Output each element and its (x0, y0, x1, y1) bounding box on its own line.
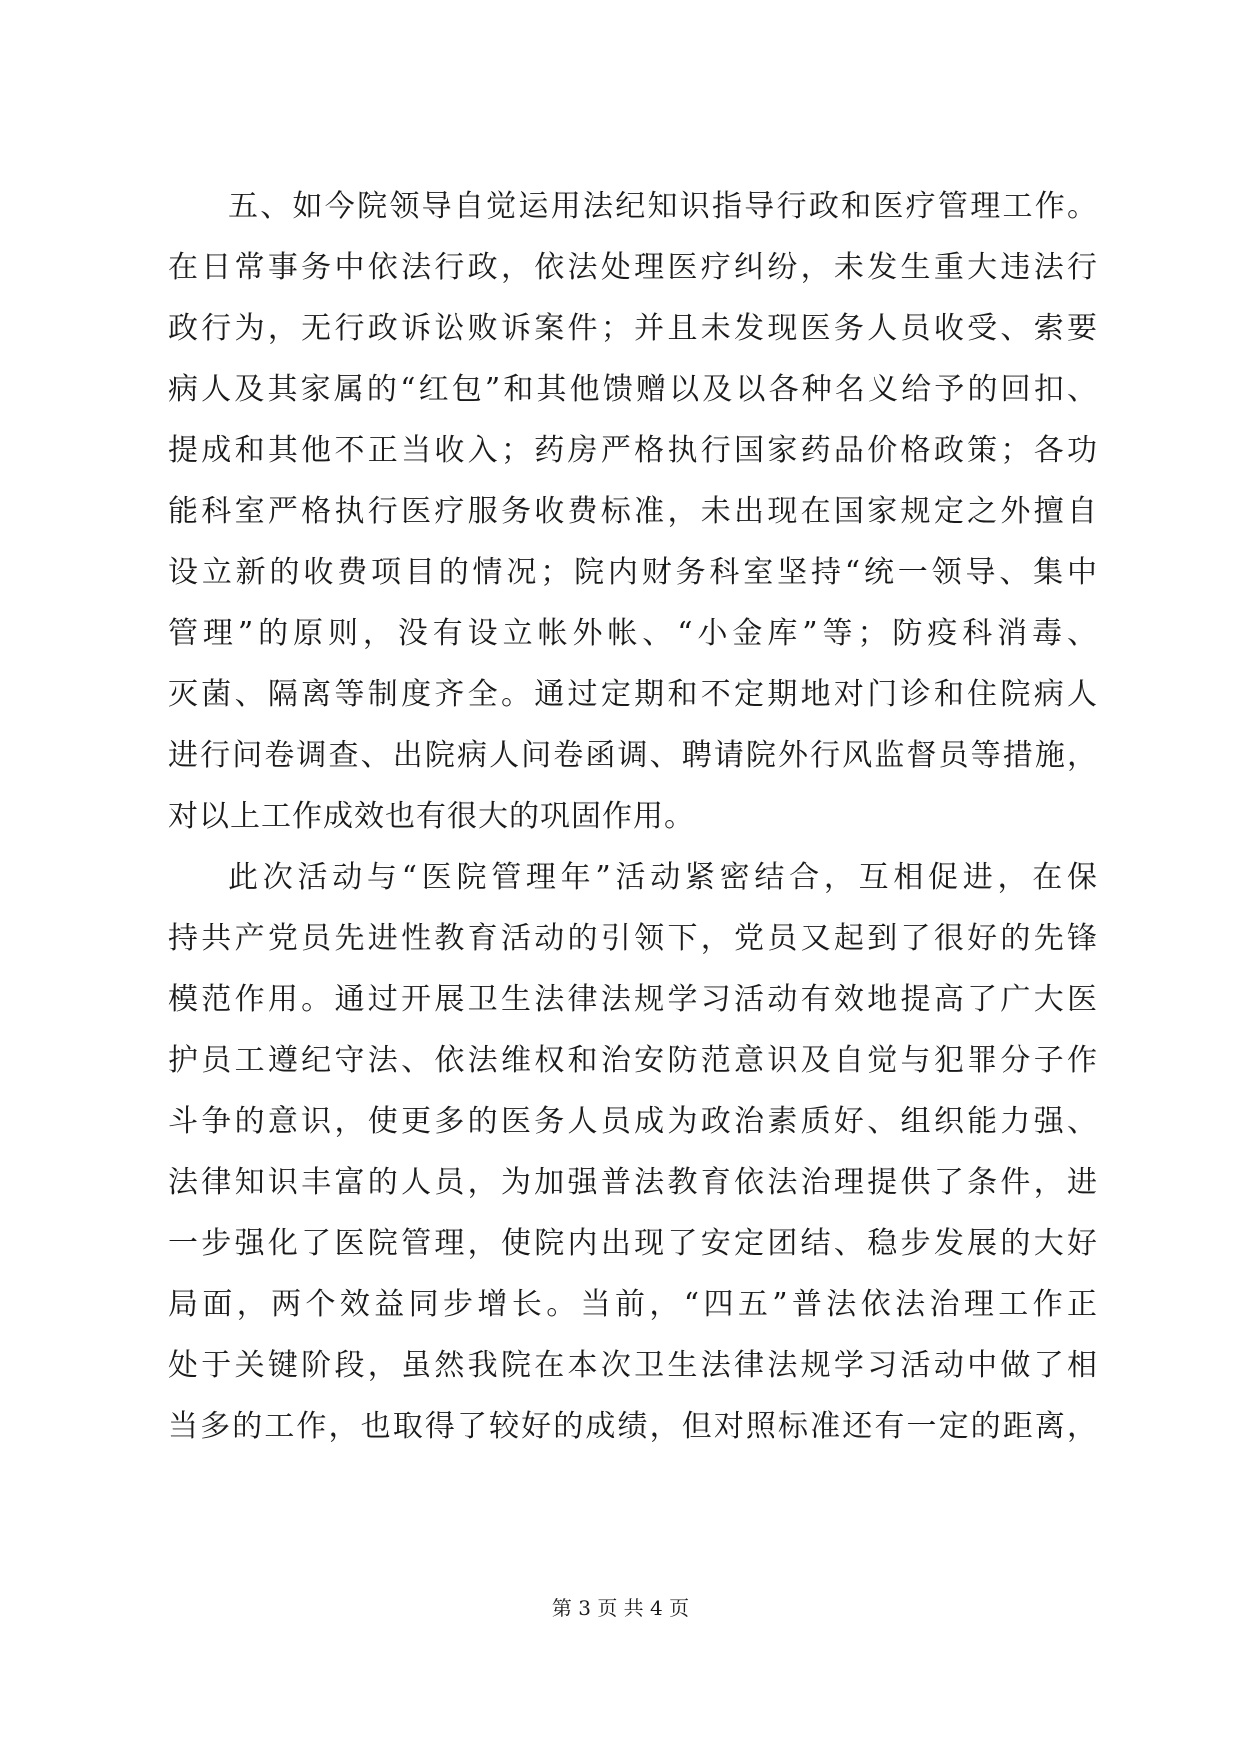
paragraph-1-line-10: 进行问卷调查、出院病人问卷函调、聘请院外行风监督员等措施， (168, 738, 1098, 773)
paragraph-2-line-3: 模范作用。通过开展卫生法律法规学习活动有效地提高了广大医 (168, 982, 1098, 1017)
paragraph-2-line-2: 持共产党员先进性教育活动的引领下，党员又起到了很好的先锋 (168, 921, 1098, 956)
paragraph-2-line-6: 法律知识丰富的人员，为加强普法教育依法治理提供了条件，进 (168, 1165, 1098, 1200)
paragraph-1-line-2: 在日常事务中依法行政，依法处理医疗纠纷，未发生重大违法行 (168, 250, 1098, 285)
paragraph-1-line-6: 能科室严格执行医疗服务收费标准，未出现在国家规定之外擅自 (168, 494, 1098, 529)
paragraph-2-line-10: 当多的工作，也取得了较好的成绩，但对照标准还有一定的距离， (168, 1409, 1098, 1444)
paragraph-1-line-3: 政行为，无行政诉讼败诉案件；并且未发现医务人员收受、索要 (168, 311, 1098, 346)
paragraph-2-line-4: 护员工遵纪守法、依法维权和治安防范意识及自觉与犯罪分子作 (168, 1043, 1098, 1078)
document-body (168, 176, 1098, 1457)
paragraph-1-line-9: 灭菌、隔离等制度齐全。通过定期和不定期地对门诊和住院病人 (168, 677, 1098, 712)
paragraph-1-line-4: 病人及其家属的“红包”和其他馈赠以及以各种名义给予的回扣、 (168, 372, 1098, 407)
paragraph-2-line-1: 此次活动与“医院管理年”活动紧密结合，互相促进，在保 (228, 860, 1098, 895)
paragraph-1-line-7: 设立新的收费项目的情况；院内财务科室坚持“统一领导、集中 (168, 555, 1098, 590)
paragraph-2-line-9: 处于关键阶段，虽然我院在本次卫生法律法规学习活动中做了相 (168, 1348, 1098, 1383)
paragraph-1-line-1: 五、如今院领导自觉运用法纪知识指导行政和医疗管理工作。 (228, 189, 1098, 224)
page-number-footer: 第 3 页 共 4 页 (551, 1596, 690, 1620)
paragraph-1-line-5: 提成和其他不正当收入；药房严格执行国家药品价格政策；各功 (168, 433, 1098, 468)
paragraph-2-line-7: 一步强化了医院管理，使院内出现了安定团结、稳步发展的大好 (168, 1226, 1098, 1261)
paragraph-2-line-8: 局面，两个效益同步增长。当前，“四五”普法依法治理工作正 (168, 1287, 1098, 1322)
paragraph-2-line-5: 斗争的意识，使更多的医务人员成为政治素质好、组织能力强、 (168, 1104, 1098, 1139)
paragraph-1-line-8: 管理”的原则，没有设立帐外帐、“小金库”等；防疫科消毒、 (168, 616, 1098, 651)
paragraph-1-line-11: 对以上工作成效也有很大的巩固作用。 (168, 799, 695, 834)
